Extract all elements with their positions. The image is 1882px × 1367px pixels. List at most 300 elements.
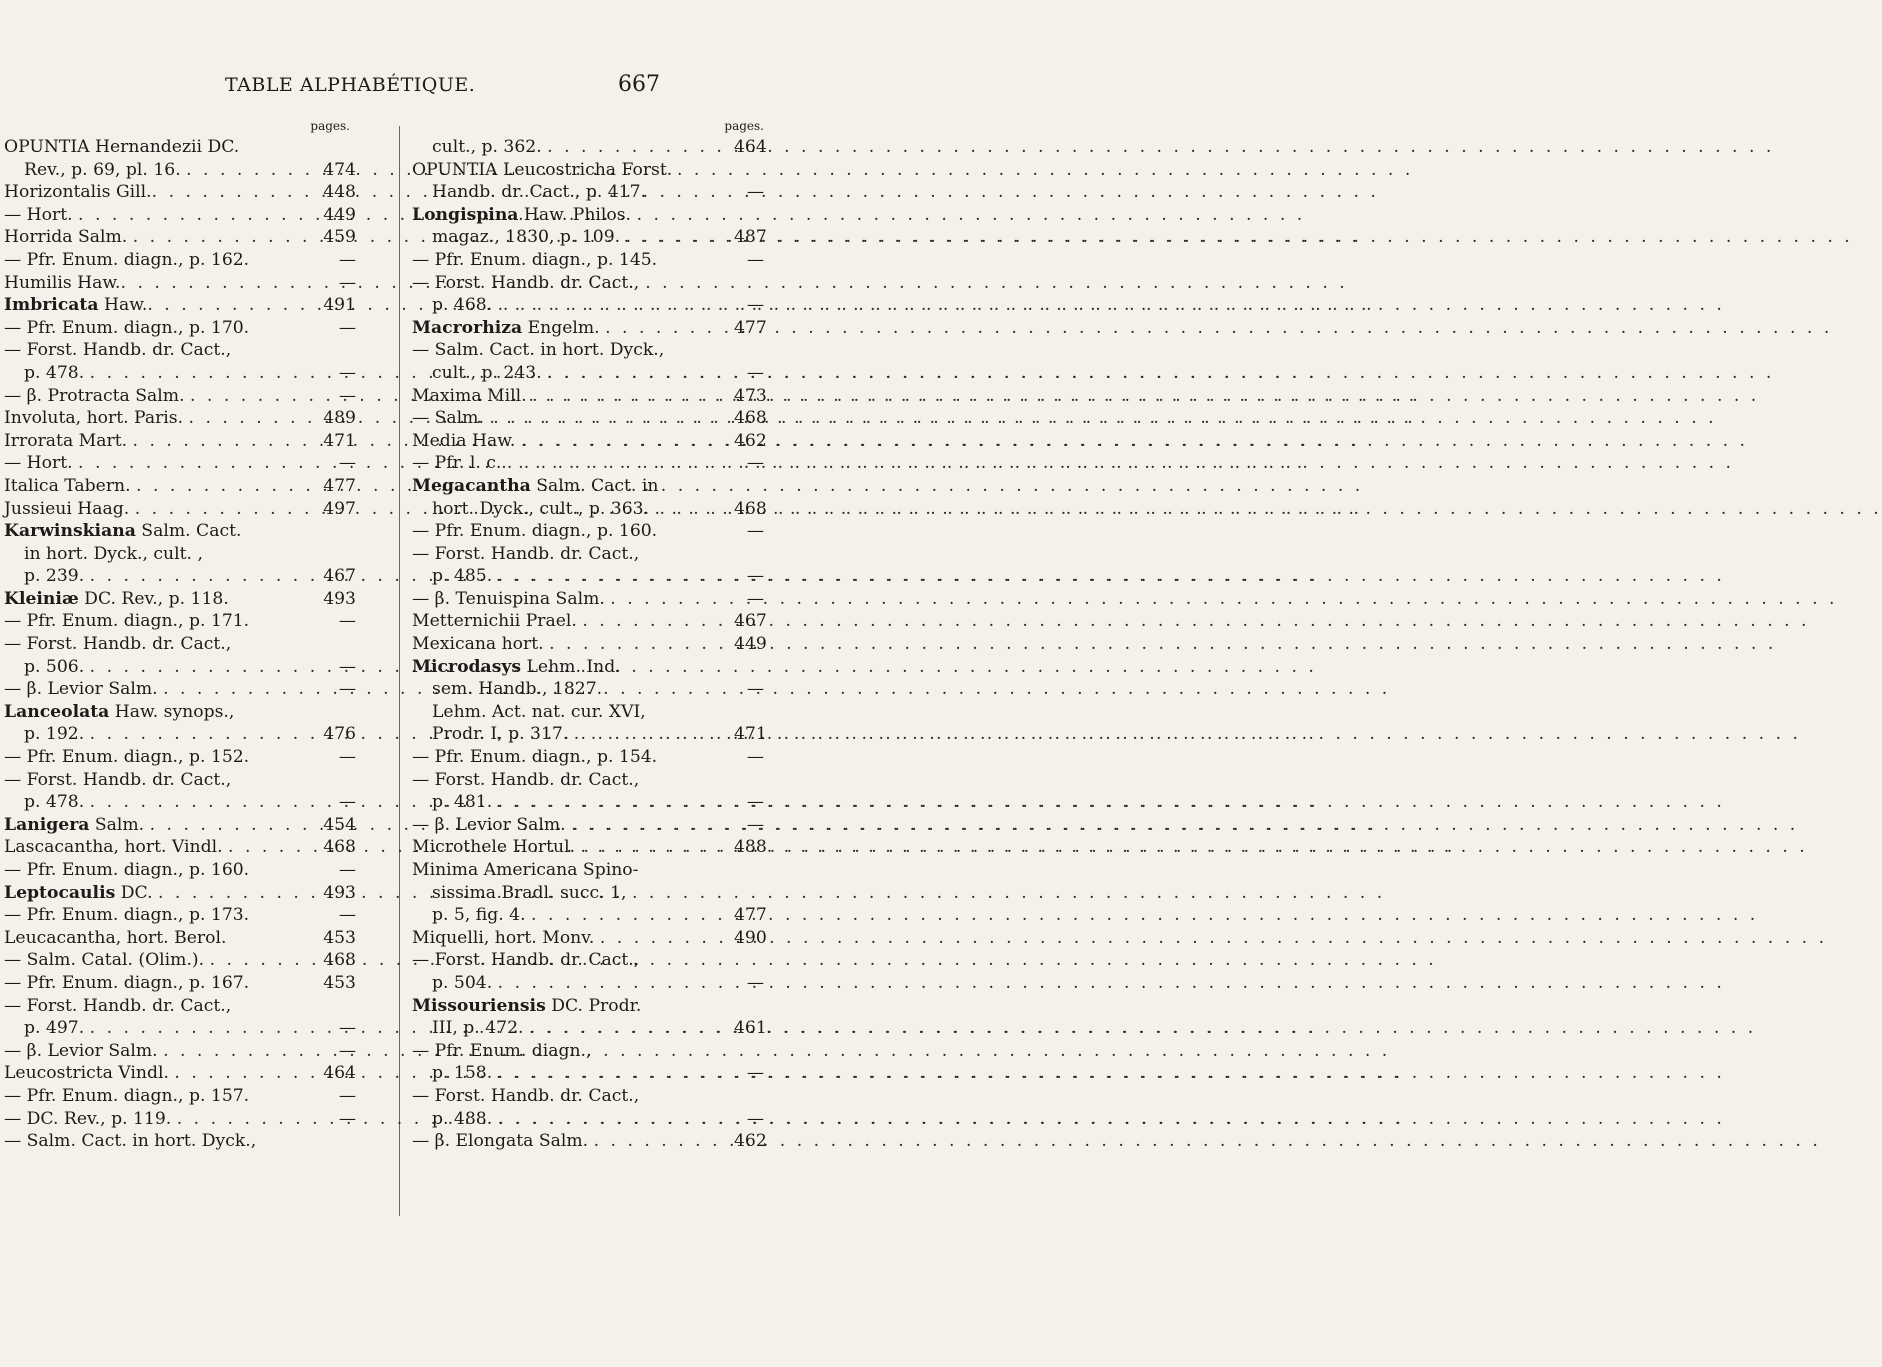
entry-page-ref: —	[338, 611, 356, 632]
entry-text: Macrorhiza Engelm.	[412, 317, 606, 338]
dot-leader	[655, 498, 734, 521]
dot-leader	[571, 814, 734, 837]
index-entry	[412, 678, 764, 701]
entry-page-ref: 468	[323, 837, 356, 858]
entry-page-ref: —	[338, 249, 356, 270]
entry-page-ref: 464	[323, 1063, 356, 1084]
index-column-left	[4, 120, 356, 1153]
entry-text: in hort. Dyck., cult. ,	[24, 543, 203, 564]
index-entry	[4, 701, 356, 724]
index-entry	[4, 746, 356, 769]
entry-page-ref: —	[338, 679, 356, 700]
index-entry	[412, 543, 764, 566]
dot-leader	[90, 791, 322, 814]
entry-text: Leucostricta Vindl.	[4, 1063, 175, 1084]
dot-leader	[150, 814, 322, 837]
entry-page-ref: —	[746, 249, 764, 270]
entry-page-ref: —	[746, 972, 764, 993]
dot-leader	[210, 949, 322, 972]
index-entry	[4, 814, 356, 837]
entry-text: p. 488.	[432, 1108, 498, 1129]
index-entry	[412, 949, 764, 972]
entry-text: Lanceolata Haw. synops.,	[4, 701, 235, 722]
entry-text: Microdasys Lehm. Ind.	[412, 656, 621, 677]
index-entry	[412, 769, 764, 792]
entry-text: — Pfr. Enum. diagn., p. 160.	[412, 521, 658, 542]
entry-page-ref: —	[338, 453, 356, 474]
entry-text: p. 497.	[24, 1018, 90, 1039]
index-entry	[412, 317, 767, 340]
index-entry	[412, 520, 764, 543]
dot-leader	[90, 656, 322, 679]
dot-leader	[174, 1062, 322, 1085]
index-entry	[412, 588, 764, 611]
entry-text: p. 485.	[432, 566, 498, 587]
index-entry	[412, 452, 764, 475]
entry-page-ref: —	[746, 747, 764, 768]
dot-leader	[529, 1017, 734, 1040]
dot-leader	[121, 272, 322, 295]
entry-page-ref: —	[338, 905, 356, 926]
index-column-right	[412, 119, 767, 1153]
dot-leader	[610, 588, 734, 611]
entry-page-ref: —	[338, 1085, 356, 1106]
entry-text: hort. Dyck., cult., p. 363.	[432, 498, 655, 519]
entry-text: — Pfr. Enum. diagn., p. 160.	[4, 860, 250, 880]
index-entry	[412, 272, 764, 295]
entry-page-ref: —	[338, 362, 356, 383]
entry-page-ref: 474	[323, 159, 356, 180]
index-entry	[412, 1040, 764, 1063]
index-entry	[412, 475, 764, 498]
index-entry	[4, 543, 356, 566]
entry-page-ref: 489	[323, 408, 356, 429]
entry-page-ref: —	[746, 566, 764, 587]
index-entry	[4, 995, 356, 1018]
entry-page-ref: 477	[734, 317, 767, 338]
index-entry	[412, 1017, 767, 1040]
entry-page-ref: —	[338, 272, 356, 293]
index-entry	[412, 610, 767, 633]
dot-leader	[152, 181, 322, 204]
dot-leader	[507, 452, 734, 475]
entry-text: — β. Tenuispina Salm.	[412, 588, 611, 609]
index-entry	[412, 656, 764, 679]
entry-text: — Salm. Catal. (Olim.).	[4, 950, 210, 971]
index-entry	[412, 159, 764, 182]
entry-text: — β. Elongata Salm.	[412, 1131, 594, 1152]
entry-text: p. 478.	[24, 792, 90, 813]
entry-page-ref: 449	[323, 204, 356, 225]
entry-text: — Pfr. Enum. diagn., p. 173.	[4, 905, 250, 926]
entry-text: Maxima Mill.	[412, 385, 533, 406]
entry-text: cult., p. 362.	[432, 137, 548, 157]
entry-text: Minima Americana Spino-	[412, 860, 639, 880]
entry-text: — Salm. Cact. in hort. Dyck.,	[4, 1131, 257, 1152]
dot-leader	[626, 226, 734, 249]
entry-text: Metternichii Prael.	[412, 611, 583, 632]
entry-text: — Pfr. Enum. diagn., p. 171.	[4, 611, 250, 632]
entry-text: Handb. dr. Cact., p. 417.	[432, 182, 647, 203]
entry-text: — Pfr. Enum. diagn.,	[412, 1040, 592, 1061]
entry-page-ref: 477	[323, 475, 356, 496]
entry-text: sissima Bradl. succ. 1,	[432, 882, 627, 903]
index-entry	[4, 949, 356, 972]
index-entry	[412, 904, 767, 927]
index-entry	[4, 972, 356, 995]
index-entry	[4, 836, 356, 859]
dot-leader	[498, 972, 734, 995]
entry-text: — β. Levior Salm.	[4, 1040, 164, 1061]
index-entry	[412, 204, 764, 227]
index-entry	[4, 520, 356, 543]
index-entry	[4, 249, 356, 272]
index-entry	[412, 927, 767, 950]
index-entry	[4, 294, 356, 317]
index-entry	[4, 791, 356, 814]
index-entry	[412, 498, 767, 521]
entry-text: Lascacantha, hort. Vindl.	[4, 837, 229, 858]
index-entry	[412, 1062, 764, 1085]
entry-page-ref: 493	[323, 588, 356, 609]
index-entry	[4, 565, 356, 588]
dot-leader	[498, 791, 734, 814]
entry-text: — Forst. Handb. dr. Cact.,	[4, 634, 232, 655]
dot-leader	[600, 927, 734, 950]
entry-text: Longispina Haw. Philos.	[412, 204, 632, 225]
entry-text: Microthele Hortul.	[412, 837, 581, 858]
dot-leader	[186, 159, 322, 182]
entry-page-ref: —	[746, 362, 764, 383]
entry-page-ref: 488	[734, 837, 767, 858]
entry-text: Megacantha Salm. Cact. in	[412, 475, 659, 496]
index-entry	[412, 814, 764, 837]
dot-leader	[532, 385, 734, 408]
entry-text: magaz., 1830, p. 109.	[432, 227, 626, 248]
entry-text: Karwinskiana Salm. Cact.	[4, 521, 242, 542]
entry-text: Imbricata Haw.	[4, 295, 148, 316]
index-entry	[4, 723, 356, 746]
index-entry	[4, 633, 356, 656]
entry-text: p. 506.	[24, 656, 90, 677]
entry-text: OPUNTIA Leucostricha Forst.	[412, 159, 673, 180]
entry-page-ref: 493	[323, 882, 356, 903]
dot-leader	[189, 407, 322, 430]
entry-page-ref: 476	[323, 724, 356, 745]
entry-text: — Forst. Handb. dr. Cact.,	[4, 769, 232, 790]
dot-leader	[133, 430, 322, 453]
entry-text: — Pfr. Enum. diagn., p. 145.	[412, 249, 658, 270]
entry-page-ref: 453	[323, 927, 356, 948]
index-entry	[4, 769, 356, 792]
dot-leader	[163, 1040, 322, 1063]
entry-page-ref: 448	[323, 182, 356, 203]
entry-text: — Forst. Handb. dr. Cact.,	[412, 543, 640, 564]
page-header	[0, 74, 800, 104]
entry-text: Italica Tabern.	[4, 475, 137, 496]
dot-leader	[135, 498, 322, 521]
entry-page-ref: —	[338, 1040, 356, 1061]
entry-text: p. 192.	[24, 724, 90, 745]
entry-page-ref: —	[338, 747, 356, 768]
entry-text: OPUNTIA Hernandezii DC.	[4, 137, 240, 157]
index-entry	[4, 407, 356, 430]
index-entry	[4, 159, 356, 182]
dot-leader	[581, 836, 734, 859]
dot-leader	[498, 1108, 734, 1131]
index-entry	[4, 1085, 356, 1108]
entry-text: — Pfr. Enum. diagn., p. 170.	[4, 317, 250, 338]
index-entry	[412, 1085, 764, 1108]
entry-text: p. 468.	[432, 295, 498, 316]
entry-page-ref: 497	[323, 498, 356, 519]
index-entry	[412, 226, 767, 249]
index-entry	[4, 498, 356, 521]
entry-text: Horrida Salm.	[4, 227, 133, 248]
entry-text: — Forst. Handb. dr. Cact.,	[412, 950, 640, 971]
dot-leader	[531, 904, 734, 927]
entry-text: — Pfr. l. c.	[412, 453, 507, 474]
index-entry	[412, 995, 764, 1018]
entry-page-ref: 459	[323, 227, 356, 248]
page-number: 667	[618, 72, 660, 97]
entry-page-ref: —	[746, 588, 764, 609]
dot-leader	[521, 430, 734, 453]
dot-leader	[582, 610, 734, 633]
index-entry	[4, 362, 356, 385]
index-entry	[412, 972, 764, 995]
entry-page-ref: —	[746, 182, 764, 203]
entry-text: Missouriensis DC. Prodr.	[412, 995, 642, 1016]
dot-leader	[133, 226, 322, 249]
index-entry	[4, 1062, 356, 1085]
dot-leader	[163, 678, 322, 701]
entry-page-ref: 490	[734, 927, 767, 948]
index-entry	[4, 588, 356, 611]
entry-text: Jussieui Haag.	[4, 498, 135, 519]
entry-text: — Forst. Handb. dr. Cact.,	[412, 1085, 640, 1106]
dot-leader	[90, 723, 322, 746]
entry-page-ref: —	[746, 679, 764, 700]
entry-page-ref: —	[746, 521, 764, 542]
entry-page-ref: 462	[734, 1131, 767, 1152]
entry-text: III, p. 472.	[432, 1018, 529, 1039]
index-entry	[4, 656, 356, 679]
index-entry	[412, 430, 767, 453]
entry-text: p. 504.	[432, 972, 498, 993]
entry-text: Lanigera Salm.	[4, 814, 150, 835]
entry-page-ref: 461	[734, 1018, 767, 1039]
index-entry	[4, 317, 356, 340]
entry-page-ref: 491	[323, 295, 356, 316]
index-entry	[4, 475, 356, 498]
dot-leader	[147, 294, 322, 317]
index-entry	[412, 723, 767, 746]
entry-page-ref: —	[746, 1063, 764, 1084]
entry-page-ref: —	[746, 1108, 764, 1129]
entry-page-ref: 471	[323, 430, 356, 451]
index-entry	[412, 746, 764, 769]
entry-text: sem. Handb., 1827.	[432, 679, 603, 700]
index-entry	[4, 1017, 356, 1040]
dot-leader	[498, 565, 734, 588]
dot-leader	[190, 385, 322, 408]
index-entry	[4, 610, 356, 633]
entry-text: p. 158.	[432, 1063, 498, 1084]
dot-leader	[549, 633, 734, 656]
entry-text: Horizontalis Gill.	[4, 182, 152, 203]
entry-text: p. 239.	[24, 566, 90, 587]
index-entry	[4, 136, 356, 159]
entry-page-ref: —	[338, 1018, 356, 1039]
entry-text: Lehm. Act. nat. cur. XVI,	[432, 701, 646, 722]
dot-leader	[228, 836, 322, 859]
index-entry	[4, 272, 356, 295]
entry-page-ref: 477	[734, 905, 767, 926]
dot-leader	[158, 882, 322, 905]
entry-text: — Hort.	[4, 453, 79, 474]
entry-text: — Salm. Cact. in hort. Dyck.,	[412, 340, 665, 361]
dot-leader	[78, 204, 322, 227]
dot-leader	[547, 136, 734, 159]
index-entry	[4, 430, 356, 453]
dot-leader	[574, 723, 734, 746]
entry-text: — β. Protracta Salm.	[4, 385, 190, 406]
entry-text: p. 5, fig. 4.	[432, 905, 532, 926]
index-entry	[4, 904, 356, 927]
entry-page-ref: —	[338, 656, 356, 677]
entry-text: p. 481.	[432, 792, 498, 813]
index-entry	[4, 1108, 356, 1131]
entry-page-ref: —	[338, 860, 356, 880]
entry-page-ref: 467	[734, 611, 767, 632]
entry-page-ref: —	[746, 792, 764, 813]
entry-page-ref: 454	[323, 814, 356, 835]
index-entry	[412, 407, 767, 430]
entry-text: p. 478.	[24, 362, 90, 383]
entry-page-ref: 468	[734, 498, 767, 519]
index-entry	[412, 385, 767, 408]
entry-page-ref: 468	[734, 408, 767, 429]
dot-leader	[78, 452, 322, 475]
entry-text: Prodr. I, p. 317.	[432, 724, 574, 745]
entry-text: — Forst. Handb. dr. Cact.,	[4, 995, 232, 1016]
entry-page-ref: —	[338, 1108, 356, 1129]
entry-page-ref: —	[338, 792, 356, 813]
entry-page-ref: —	[338, 317, 356, 338]
index-entry	[4, 678, 356, 701]
index-entry	[4, 859, 356, 882]
entry-text: Miquelli, hort. Monv.	[412, 927, 600, 948]
index-entry	[412, 181, 764, 204]
index-entry	[4, 1130, 356, 1153]
index-entry	[412, 362, 764, 385]
index-entry	[412, 1108, 764, 1131]
entry-text: Irrorata Mart.	[4, 430, 133, 451]
entry-text: — β. Levior Salm.	[412, 814, 572, 835]
entry-text: — Forst. Handb. dr. Cact.,	[4, 340, 232, 361]
index-entry	[412, 882, 764, 905]
entry-page-ref: 468	[323, 950, 356, 971]
entry-text: — Pfr. Enum. diagn., p. 157.	[4, 1085, 250, 1106]
index-entry	[412, 136, 767, 159]
index-entry	[412, 633, 767, 656]
entry-page-ref: —	[746, 453, 764, 474]
dot-leader	[90, 1017, 322, 1040]
entry-text: Involuta, hort. Paris.	[4, 408, 189, 429]
index-entry	[412, 859, 764, 882]
index-entry	[4, 226, 356, 249]
dot-leader	[605, 317, 734, 340]
running-title: TABLE ALPHABÉTIQUE.	[225, 74, 476, 96]
entry-page-ref: —	[746, 295, 764, 316]
index-entry	[412, 339, 764, 362]
index-entry	[4, 385, 356, 408]
index-entry	[4, 927, 356, 950]
entry-page-ref: 487	[734, 227, 767, 248]
index-entry	[412, 701, 764, 724]
entry-page-ref: 453	[323, 972, 356, 993]
index-entry	[412, 791, 764, 814]
entry-page-ref: 462	[734, 430, 767, 451]
entry-text: — Pfr. Enum. diagn., p. 167.	[4, 972, 250, 993]
index-entry	[412, 294, 764, 317]
index-entry	[4, 1040, 356, 1063]
dot-leader	[498, 294, 734, 317]
entry-text: — Forst. Handb. dr. Cact.,	[412, 769, 640, 790]
index-entry	[4, 452, 356, 475]
entry-text: — Hort.	[4, 204, 79, 225]
entry-text: Media Haw.	[412, 430, 521, 451]
entry-text: — β. Levior Salm.	[4, 679, 164, 700]
entry-text: — Pfr. Enum. diagn., p. 154.	[412, 747, 658, 768]
entry-text: — DC. Rev., p. 119.	[4, 1108, 177, 1129]
entry-text: Mexicana hort.	[412, 634, 550, 655]
entry-text: — Forst. Handb. dr. Cact.,	[412, 272, 640, 293]
entry-page-ref: 471	[734, 724, 767, 745]
index-entry	[412, 249, 764, 272]
index-entry	[4, 882, 356, 905]
index-entry	[4, 339, 356, 362]
entry-text: cult., p. 243.	[432, 362, 548, 383]
index-entry	[4, 181, 356, 204]
entry-text: Leptocaulis DC.	[4, 882, 158, 903]
entry-text: — Pfr. Enum. diagn., p. 152.	[4, 747, 250, 768]
dot-leader	[136, 475, 322, 498]
index-entry	[412, 565, 764, 588]
entry-page-ref: 467	[323, 566, 356, 587]
entry-page-ref: 464	[734, 137, 767, 157]
dot-leader	[177, 1108, 322, 1131]
dot-leader	[489, 407, 734, 430]
entry-text: Humilis Haw.	[4, 272, 121, 293]
entry-page-ref: 449	[734, 634, 767, 655]
dot-leader	[90, 565, 322, 588]
dot-leader	[594, 1130, 734, 1153]
index-entry	[412, 836, 767, 859]
entry-page-ref: —	[338, 385, 356, 406]
pages-column-label: pages.	[310, 119, 350, 133]
entry-text: Kleiniæ DC. Rev., p. 118.	[4, 588, 229, 609]
dot-leader	[498, 1062, 734, 1085]
entry-text: Leucacantha, hort. Berol.	[4, 927, 227, 948]
entry-page-ref: —	[746, 814, 764, 835]
index-entry	[4, 204, 356, 227]
entry-text: — Salm.	[412, 408, 490, 429]
index-entry	[412, 1130, 767, 1153]
pages-column-label: pages.	[724, 119, 764, 133]
dot-leader	[90, 362, 322, 385]
